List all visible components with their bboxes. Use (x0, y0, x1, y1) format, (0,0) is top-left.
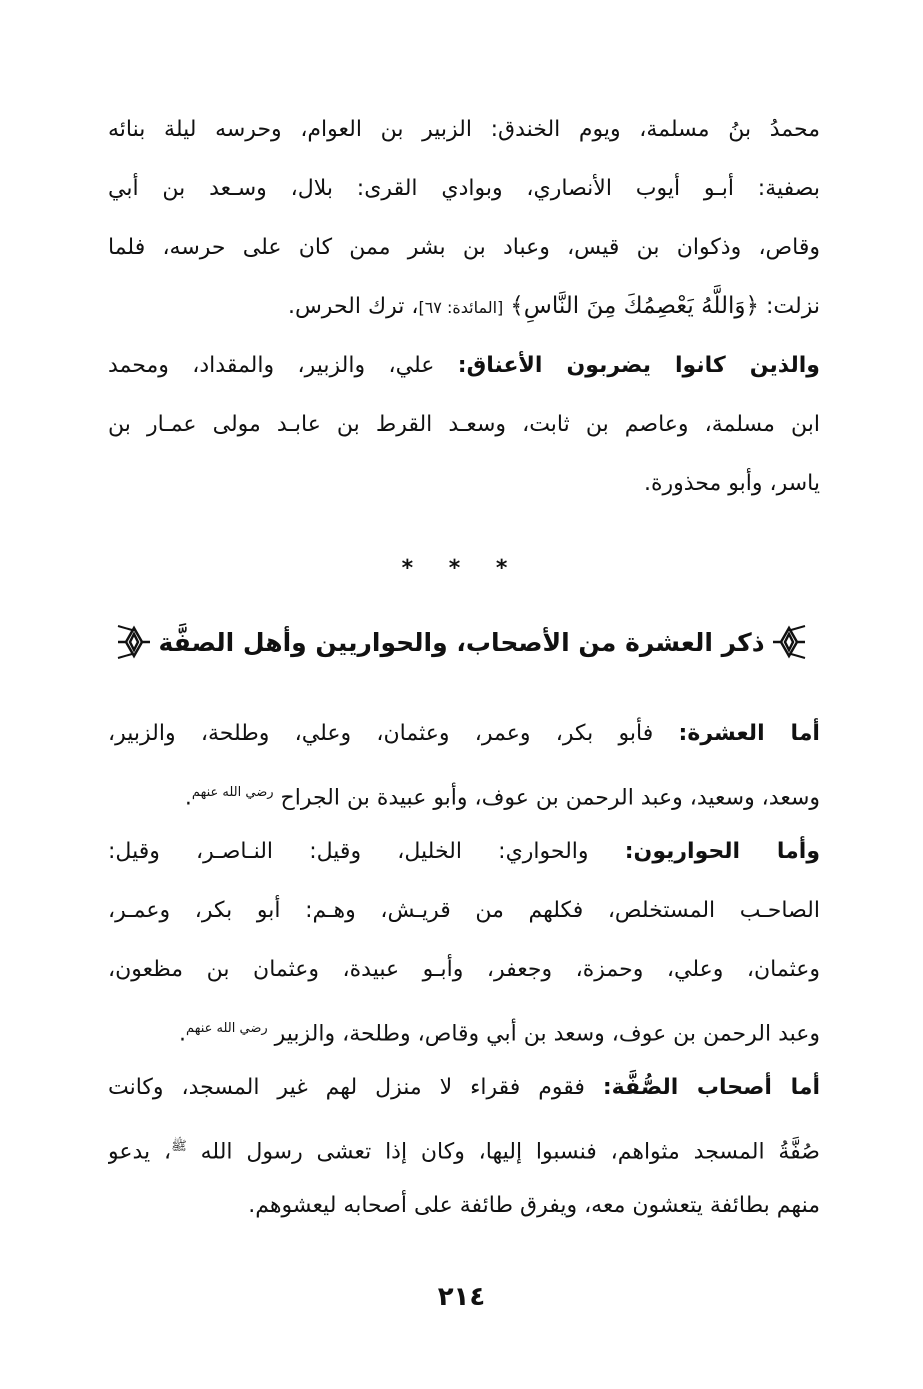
section-separator: * * * (401, 556, 522, 581)
text-segment: فقوم فقراء لا منزل لهم غير المسجد، وكانت (108, 1075, 585, 1100)
text-segment: علي، والزبير، والمقداد، ومحمد (108, 353, 435, 378)
text-line: محمدُ بنُ مسلمة، ويوم الخندق: الزبير بن العوام، وحرسه ليلة بنائه (108, 117, 820, 142)
ornament-icon (771, 622, 807, 662)
honorific: ﷺ (171, 1139, 187, 1154)
text-block-top (108, 100, 820, 513)
text-block-bottom (108, 704, 820, 1235)
heading-title: ذكر العشرة من الأصحاب، والحواريين وأهل الصفَّة (158, 627, 765, 657)
honorific: رضي الله عنهم (191, 785, 274, 800)
text-line: الصاحـب المستخلص، فكلهم من قريـش، وهـم: أبو بكر، وعمـر، (108, 898, 820, 923)
honorific: رضي الله عنهم (186, 1021, 268, 1036)
text-segment: والحواري: الخليل، وقيل: النـاصـر، وقيل: (108, 839, 589, 864)
text-segment: . (184, 785, 192, 811)
verse-reference: [المائدة: ٦٧] (418, 298, 504, 317)
text-line (108, 999, 820, 1058)
text-segment: ، ترك الحرس. (287, 294, 419, 319)
paragraph-lead: أما العشرة: (678, 721, 820, 746)
text-line (108, 704, 820, 763)
text-line: ياسر، وأبو محذورة. (643, 471, 820, 496)
text-line (108, 822, 820, 881)
text-line (108, 763, 820, 822)
text-segment: ، يدعو (108, 1139, 172, 1165)
text-line (108, 336, 820, 395)
text-segment: نزلت: (766, 294, 820, 319)
text-segment: وسعد، وسعيد، وعبد الرحمن بن عوف، وأبو عبيدة بن الجراح (280, 785, 820, 811)
text-line: منهم بطائفة يتعشون معه، ويفرق طائفة على أصحابه ليعشوهم. (248, 1193, 820, 1218)
text-segment: فأبو بكر، وعمر، وعثمان، وعلي، وطلحة، والزبير، (108, 721, 654, 746)
text-segment: صُفَّةُ المسجد مثواهم، فنسبوا إليها، وكان إذا تعشى رسول الله (200, 1139, 820, 1165)
page-number: ٢١٤ (437, 1282, 486, 1312)
paragraph-lead: وأما الحواريون: (624, 839, 820, 864)
ornament-icon (116, 622, 152, 662)
text-segment: . (179, 1021, 187, 1047)
paragraph-lead: والذين كانوا يضربون الأعناق: (457, 353, 820, 378)
text-line: وعثمان، وعلي، وحمزة، وجعفر، وأبـو عبيدة، وعثمان بن مظعون، (108, 957, 820, 982)
text-line: ابن مسلمة، وعاصم بن ثابت، وسعـد القرط بن عابـد مولى عمـار بن (108, 412, 820, 437)
text-line-verse (108, 277, 820, 336)
paragraph-lead: أما أصحاب الصُّفَّة: (602, 1075, 820, 1100)
text-line (108, 1117, 820, 1176)
text-line (108, 1058, 820, 1117)
quran-verse: ﴿وَاللَّهُ يَعْصِمُكَ مِنَ النَّاسِ﴾ (510, 293, 760, 319)
text-segment: وعبد الرحمن بن عوف، وسعد بن أبي وقاص، وطلحة، والزبير (274, 1021, 820, 1047)
text-line: وقاص، وذكوان بن قيس، وعباد بن بشر ممن كان على حرسه، فلما (108, 235, 820, 260)
text-line: بصفية: أبـو أيوب الأنصاري، وبوادي القرى: بلال، وسـعد بن أبي (108, 176, 820, 201)
section-heading (0, 622, 923, 662)
